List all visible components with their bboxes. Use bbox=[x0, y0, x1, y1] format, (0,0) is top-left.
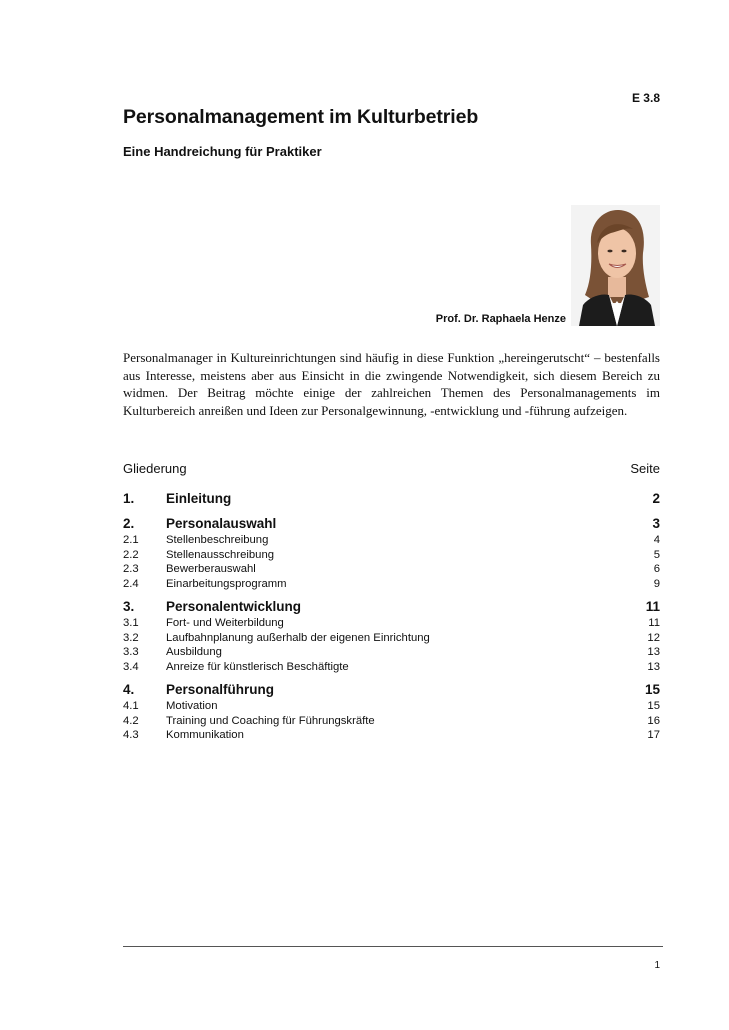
toc-subsection-row bbox=[123, 645, 660, 660]
toc-entry-label: Training und Coaching für Führungskräfte bbox=[166, 714, 375, 727]
toc-entry-number: 4. bbox=[123, 682, 135, 697]
toc-entry-label: Stellenausschreibung bbox=[166, 548, 275, 561]
toc-section-row bbox=[123, 489, 660, 508]
toc-section-row bbox=[123, 514, 660, 533]
toc-entry-label: Kommunikation bbox=[166, 729, 244, 741]
abstract-paragraph: Personalmanager in Kultureinrichtungen sind häufig in diese Funktion „hereingerutscht“ – bestenfalls aus Interesse, meistens aber aus Einsicht in die zwingende Notwendigkeit, sich diesem Bereich zu widmen. Der Beitrag möchte einige der zahlreichen Themen des Personalmanagements im Kulturbereich anreißen und Ideen zur Personalgewinnung, -entwicklung und -führung aufzeigen. bbox=[123, 350, 660, 418]
table-of-contents bbox=[123, 489, 660, 743]
toc-entry-number: 4.1 bbox=[123, 700, 139, 712]
toc-entry-page: 6 bbox=[653, 563, 660, 575]
toc-subsection-row bbox=[123, 728, 660, 743]
toc-entry-number: 1. bbox=[123, 491, 135, 506]
toc-entry-number: 4.2 bbox=[123, 714, 139, 727]
toc-entry-page: 12 bbox=[647, 631, 660, 644]
toc-entry-number: 4.3 bbox=[123, 729, 139, 741]
toc-entry-number: 3. bbox=[123, 599, 135, 614]
toc-entry-label: Anreize für künstlerisch Beschäftigte bbox=[166, 660, 349, 673]
toc-entry-label: Personalentwicklung bbox=[166, 599, 302, 614]
toc-subsection-row bbox=[123, 577, 660, 592]
toc-entry-page: 9 bbox=[653, 577, 660, 590]
toc-section-row bbox=[123, 680, 660, 699]
toc-subsection-row bbox=[123, 714, 660, 729]
toc-entry-page: 4 bbox=[653, 534, 660, 546]
toc-entry-page: 13 bbox=[647, 660, 660, 673]
toc-entry-page: 11 bbox=[648, 617, 660, 629]
toc-entry-number: 2. bbox=[123, 516, 135, 531]
toc-entry-number: 3.2 bbox=[123, 631, 139, 644]
toc-entry-label: Fort- und Weiterbildung bbox=[166, 617, 284, 629]
toc-entry-page: 11 bbox=[645, 599, 660, 614]
document-code: E 3.8 bbox=[631, 91, 660, 105]
toc-entry-page: 15 bbox=[647, 700, 660, 712]
toc-entry-number: 2.4 bbox=[123, 577, 139, 590]
page-number: 1 bbox=[654, 960, 660, 971]
toc-subsection-row bbox=[123, 616, 660, 631]
toc-entry-label: Stellenbeschreibung bbox=[166, 534, 269, 546]
toc-entry-number: 2.1 bbox=[123, 534, 139, 546]
toc-entry-page: 17 bbox=[647, 729, 660, 741]
toc-entry-label: Personalauswahl bbox=[166, 516, 277, 531]
toc-header bbox=[123, 461, 660, 476]
toc-entry-number: 2.3 bbox=[123, 563, 139, 575]
toc-subsection-row bbox=[123, 660, 660, 675]
toc-subsection-row bbox=[123, 533, 660, 548]
toc-subsection-row bbox=[123, 548, 660, 563]
toc-subsection-row bbox=[123, 562, 660, 577]
toc-entry-label: Ausbildung bbox=[166, 646, 222, 658]
toc-entry-label: Einarbeitungsprogramm bbox=[166, 577, 287, 590]
document-title: Personalmanagement im Kulturbetrieb bbox=[123, 106, 479, 128]
toc-entry-label: Motivation bbox=[166, 700, 218, 712]
toc-entry-label: Bewerberauswahl bbox=[166, 563, 256, 575]
author-portrait-image bbox=[571, 205, 660, 326]
toc-subsection-row bbox=[123, 631, 660, 646]
toc-entry-number: 3.4 bbox=[123, 660, 139, 673]
toc-entry-number: 2.2 bbox=[123, 548, 139, 561]
toc-entry-page: 2 bbox=[652, 491, 660, 506]
toc-entry-page: 16 bbox=[647, 714, 660, 727]
toc-entry-label: Laufbahnplanung außerhalb der eigenen Einrichtung bbox=[166, 631, 430, 644]
document-subtitle: Eine Handreichung für Praktiker bbox=[123, 144, 322, 159]
toc-section-row bbox=[123, 597, 660, 616]
author-name: Prof. Dr. Raphaela Henze bbox=[435, 313, 566, 325]
author-photo bbox=[571, 205, 660, 326]
toc-entry-page: 15 bbox=[644, 682, 660, 697]
footer-divider bbox=[123, 946, 663, 947]
toc-entry-page: 3 bbox=[652, 516, 660, 531]
toc-entry-page: 13 bbox=[647, 646, 660, 658]
toc-heading: Gliederung bbox=[123, 461, 187, 476]
toc-entry-label: Personalführung bbox=[166, 682, 275, 697]
toc-entry-label: Einleitung bbox=[166, 491, 232, 506]
toc-page-heading: Seite bbox=[630, 461, 660, 476]
toc-entry-number: 3.1 bbox=[123, 617, 139, 629]
toc-subsection-row bbox=[123, 699, 660, 714]
toc-entry-page: 5 bbox=[653, 548, 660, 561]
toc-entry-number: 3.3 bbox=[123, 646, 139, 658]
